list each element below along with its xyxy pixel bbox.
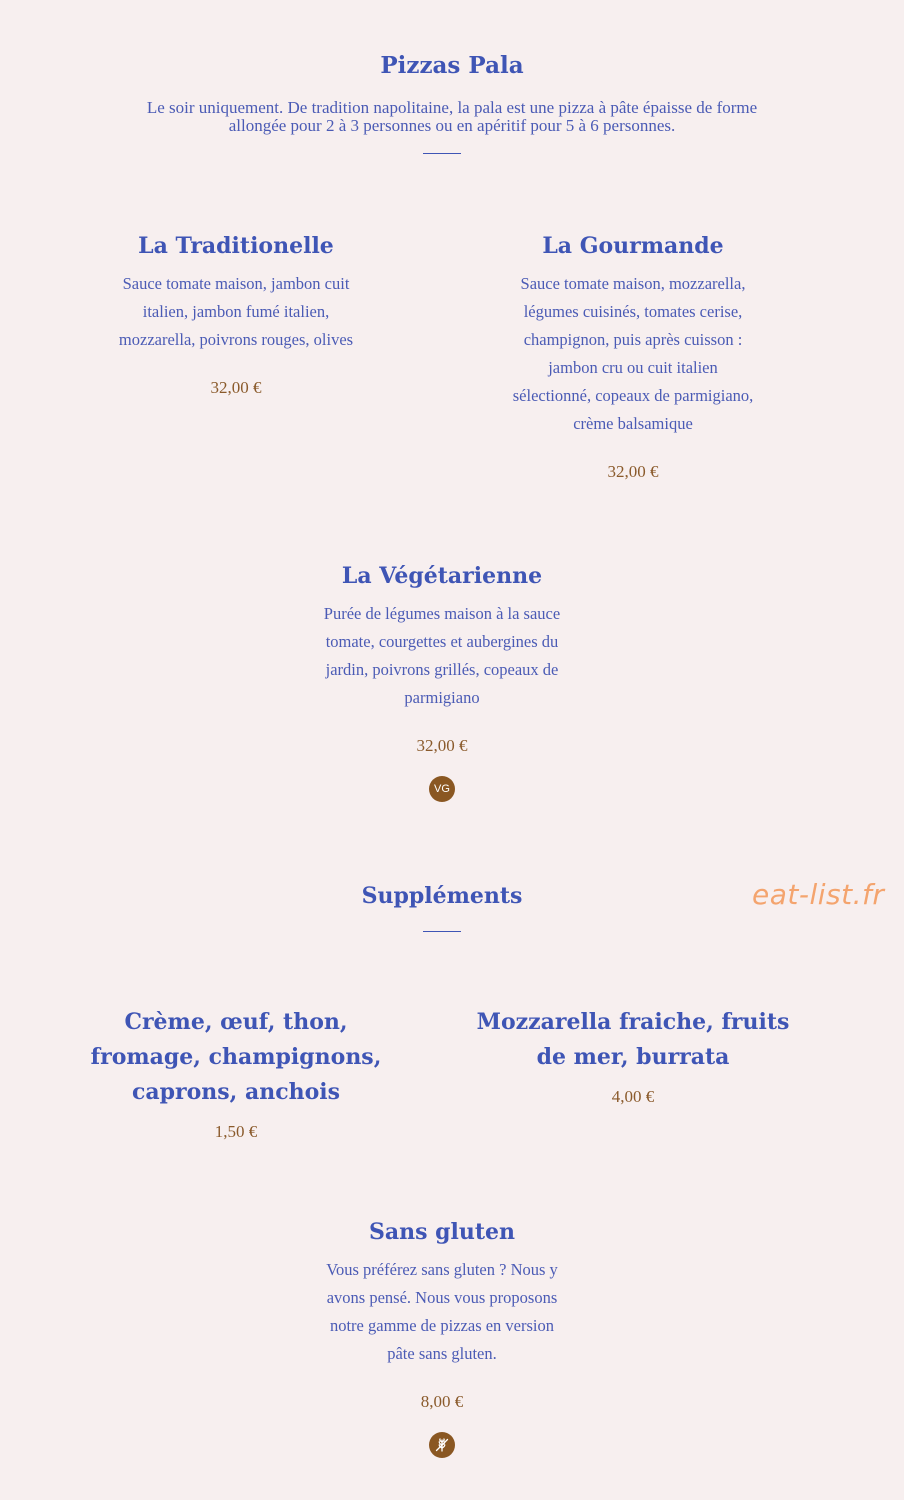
divider (423, 153, 461, 154)
description-line: Vous préférez sans gluten ? Nous y (326, 1260, 558, 1279)
pizza-description (270, 600, 614, 712)
supplement-item (466, 1005, 800, 1107)
gluten-free-item (270, 1215, 614, 1458)
description-line: notre gamme de pizzas en version (329, 1316, 555, 1335)
description-line: tomate, courgettes et aubergines du (325, 632, 559, 651)
gluten-free-price: 8,00 € (420, 1392, 464, 1411)
description-line: Purée de légumes maison à la sauce (323, 604, 561, 623)
watermark-logo: eat-list.fr (752, 878, 885, 911)
vegetarian-badge-icon: VG (429, 776, 455, 802)
supplement-name (466, 1005, 800, 1075)
description-line: parmigiano (404, 688, 480, 707)
description-line: crème balsamique (573, 414, 693, 433)
pizza-name: La Végétarienne (341, 563, 543, 589)
gluten-free-title: Sans gluten (368, 1219, 516, 1245)
section-title-supplements: Suppléments (361, 883, 523, 909)
description-line: légumes cuisinés, tomates cerise, (523, 302, 743, 321)
supplement-line: caprons, anchois (131, 1079, 341, 1105)
supplement-price: 1,50 € (214, 1122, 258, 1141)
section-intro-pala (0, 99, 904, 135)
description-line: champignon, puis après cuisson : (523, 330, 743, 349)
supplement-line: Mozzarella fraiche, fruits (476, 1009, 790, 1035)
description-line: avons pensé. Nous vous proposons (326, 1288, 558, 1307)
description-line: sélectionné, copeaux de parmigiano, (512, 386, 754, 405)
pizza-description (70, 270, 402, 354)
supplement-price: 4,00 € (611, 1087, 655, 1106)
description-line: mozzarella, poivrons rouges, olives (118, 330, 354, 349)
description-line: jambon cru ou cuit italien (548, 358, 718, 377)
pizza-name: La Gourmande (542, 233, 724, 259)
gluten-free-description (270, 1256, 614, 1368)
description-line: Sauce tomate maison, jambon cuit (122, 274, 350, 293)
description-line: italien, jambon fumé italien, (142, 302, 330, 321)
supplement-line: fromage, champignons, (90, 1044, 382, 1070)
pizza-name: La Traditionelle (138, 233, 334, 259)
intro-line: Le soir uniquement. De tradition napolitaine, la pala est une pizza à pâte épaisse de forme (146, 98, 758, 117)
pizza-item (270, 559, 614, 802)
description-line: Sauce tomate maison, mozzarella, (520, 274, 746, 293)
gluten-free-wheat-icon (429, 1432, 455, 1458)
pizza-item (466, 229, 800, 482)
supplement-item (70, 1005, 402, 1142)
intro-line: allongée pour 2 à 3 personnes ou en apéritif pour 5 à 6 personnes. (228, 116, 676, 135)
supplement-line: Crème, œuf, thon, (124, 1009, 348, 1035)
description-line: jardin, poivrons grillés, copeaux de (325, 660, 559, 679)
description-line: pâte sans gluten. (387, 1344, 497, 1363)
pizza-price: 32,00 € (416, 736, 468, 755)
divider (423, 931, 461, 932)
section-title-pala: Pizzas Pala (380, 52, 524, 79)
supplement-name (70, 1005, 402, 1110)
supplement-line: de mer, burrata (536, 1044, 730, 1070)
pizza-item (70, 229, 402, 398)
pizza-description (466, 270, 800, 438)
pizza-price: 32,00 € (607, 462, 659, 481)
pizza-price: 32,00 € (210, 378, 262, 397)
